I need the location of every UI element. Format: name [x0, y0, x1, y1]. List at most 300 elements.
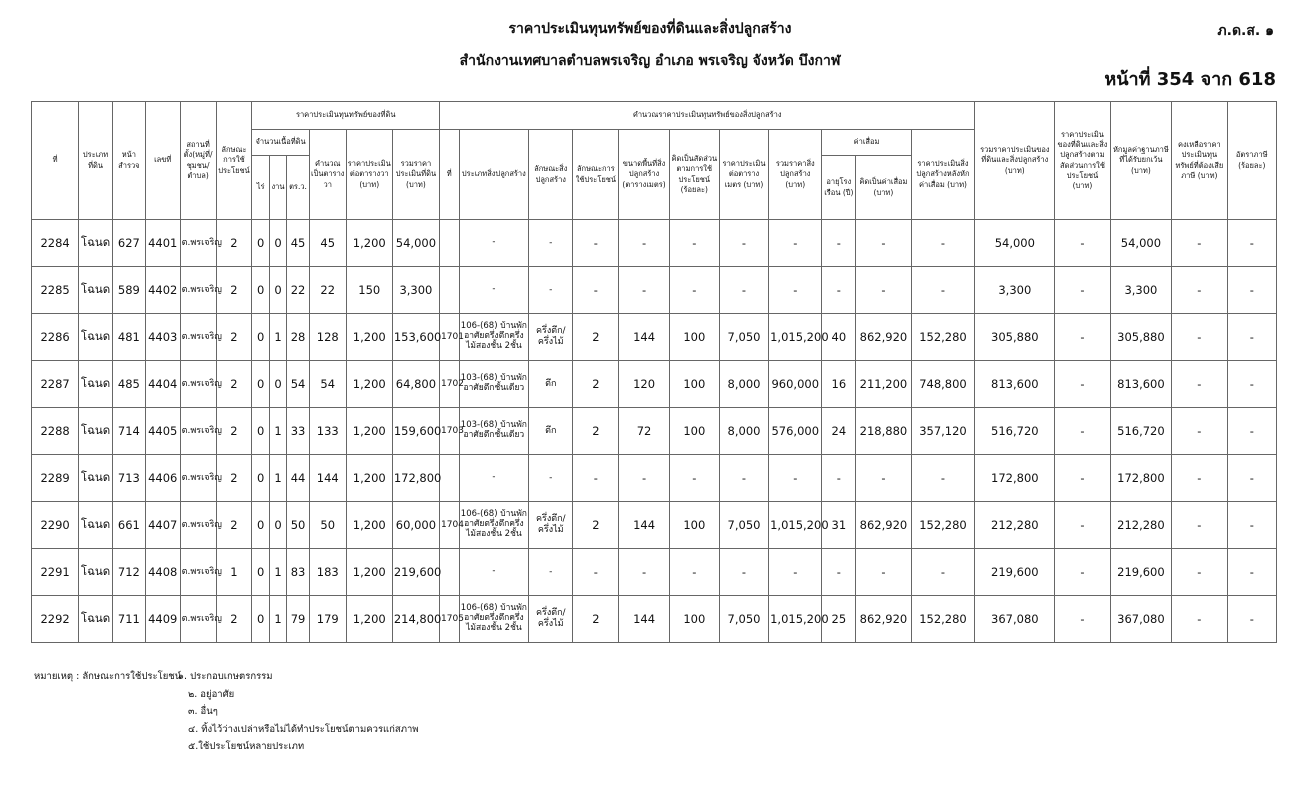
cell-tax-rate: -	[1227, 502, 1276, 549]
cell-total: 813,600	[975, 361, 1055, 408]
cell-ratio-value: -	[1055, 502, 1110, 549]
cell-sq-wa: 133	[309, 408, 346, 455]
cell-remaining: -	[1172, 408, 1227, 455]
cell-building-age: 16	[822, 361, 856, 408]
cell-depreciation: 211,200	[856, 361, 911, 408]
cell-ratio-value: -	[1055, 408, 1110, 455]
cell-tax-rate: -	[1227, 596, 1276, 643]
cell-building-total: 960,000	[769, 361, 822, 408]
col-building-price: ราคาประเมินต่อตารางเมตร (บาท)	[719, 130, 768, 220]
cell-building-ratio: 100	[669, 361, 719, 408]
cell-usage: 2	[216, 596, 252, 643]
cell-land-no: 4403	[145, 314, 180, 361]
table-row	[32, 502, 1277, 549]
cell-building-after-dep: -	[911, 549, 975, 596]
cell-land-no: 4404	[145, 361, 180, 408]
cell-land-type: โฉนด	[79, 408, 113, 455]
col-land-price: ราคาประเมินต่อตารางวา (บาท)	[346, 130, 392, 220]
cell-deduct: 219,600	[1110, 549, 1172, 596]
cell-building-after-dep: -	[911, 220, 975, 267]
cell-ratio-value: -	[1055, 314, 1110, 361]
table-body	[32, 220, 1277, 643]
cell-sq-wa: 50	[309, 502, 346, 549]
cell-ngan: 1	[269, 549, 286, 596]
cell-building-style: ครึ่งตึก/ครึ่งไม้	[529, 314, 573, 361]
cell-deduct: 212,280	[1110, 502, 1172, 549]
col-building-no: ที่	[440, 130, 459, 220]
cell-building-type: 106-(68) บ้านพักอาศัยตรึ่งตึกครึ่งไม้สองชั้น 2ชั้น	[459, 596, 529, 643]
cell-rai: 0	[252, 361, 269, 408]
table-row	[32, 408, 1277, 455]
cell-ngan: 1	[269, 596, 286, 643]
cell-building-after-dep: 357,120	[911, 408, 975, 455]
cell-location: ต.พรเจริญ	[180, 267, 216, 314]
cell-land-type: โฉนด	[79, 502, 113, 549]
cell-land-type: โฉนด	[79, 361, 113, 408]
cell-land-price: 1,200	[346, 502, 392, 549]
cell-building-no	[440, 220, 459, 267]
cell-survey-page: 714	[112, 408, 145, 455]
cell-building-area: 144	[619, 596, 669, 643]
cell-building-total: 1,015,200	[769, 502, 822, 549]
cell-land-total: 172,800	[392, 455, 439, 502]
cell-location: ต.พรเจริญ	[180, 549, 216, 596]
cell-building-price: 7,050	[719, 596, 768, 643]
cell-building-type: -	[459, 455, 529, 502]
cell-survey-page: 661	[112, 502, 145, 549]
cell-survey-page: 711	[112, 596, 145, 643]
cell-building-usage: -	[573, 267, 619, 314]
cell-land-total: 214,800	[392, 596, 439, 643]
col-building-total: รวมราคาสิ่งปลูกสร้าง (บาท)	[769, 130, 822, 220]
cell-remaining: -	[1172, 455, 1227, 502]
cell-building-total: -	[769, 455, 822, 502]
cell-building-no: 1702	[440, 361, 459, 408]
cell-rai: 0	[252, 549, 269, 596]
cell-building-type: 106-(68) บ้านพักอาศัยตรึ่งตึกครึ่งไม้สองชั้น 2ชั้น	[459, 502, 529, 549]
group-depreciation: ค่าเสื่อม	[822, 130, 911, 156]
cell-remaining: -	[1172, 596, 1227, 643]
cell-no: 2284	[32, 220, 79, 267]
form-code: ภ.ด.ส. ๑	[1217, 23, 1274, 39]
cell-building-ratio: 100	[669, 596, 719, 643]
cell-ratio-value: -	[1055, 549, 1110, 596]
col-remaining: คงเหลือราคาประเมินทุนทรัพย์ที่ต้องเสียภาษี (บาท)	[1172, 102, 1227, 220]
cell-building-age: 25	[822, 596, 856, 643]
cell-tax-rate: -	[1227, 455, 1276, 502]
cell-land-price: 1,200	[346, 596, 392, 643]
col-no: ที่	[32, 102, 79, 220]
cell-building-usage: 2	[573, 502, 619, 549]
cell-building-area: -	[619, 455, 669, 502]
table-row	[32, 220, 1277, 267]
cell-depreciation: -	[856, 455, 911, 502]
cell-wa: 28	[287, 314, 310, 361]
cell-land-total: 219,600	[392, 549, 439, 596]
cell-land-total: 153,600	[392, 314, 439, 361]
cell-no: 2287	[32, 361, 79, 408]
cell-tax-rate: -	[1227, 267, 1276, 314]
col-depreciation: คิดเป็นค่าเสื่อม (บาท)	[856, 156, 911, 220]
cell-land-type: โฉนด	[79, 549, 113, 596]
cell-ngan: 0	[269, 502, 286, 549]
cell-wa: 33	[287, 408, 310, 455]
cell-remaining: -	[1172, 361, 1227, 408]
cell-rai: 0	[252, 314, 269, 361]
cell-building-style: -	[529, 267, 573, 314]
cell-total: 219,600	[975, 549, 1055, 596]
cell-deduct: 172,800	[1110, 455, 1172, 502]
cell-building-age: -	[822, 220, 856, 267]
cell-building-area: -	[619, 267, 669, 314]
cell-building-age: -	[822, 549, 856, 596]
cell-sq-wa: 54	[309, 361, 346, 408]
cell-building-ratio: -	[669, 267, 719, 314]
cell-ratio-value: -	[1055, 455, 1110, 502]
cell-land-total: 159,600	[392, 408, 439, 455]
cell-building-price: 8,000	[719, 408, 768, 455]
cell-tax-rate: -	[1227, 314, 1276, 361]
cell-land-total: 3,300	[392, 267, 439, 314]
table-row	[32, 455, 1277, 502]
col-building-after-dep: ราคาประเมินสิ่งปลูกสร้างหลังหักค่าเสื่อม (บาท)	[911, 130, 975, 220]
cell-usage: 2	[216, 408, 252, 455]
cell-ratio-value: -	[1055, 361, 1110, 408]
cell-wa: 50	[287, 502, 310, 549]
col-building-style: ลักษณะสิ่งปลูกสร้าง	[529, 130, 573, 220]
cell-land-no: 4407	[145, 502, 180, 549]
cell-land-no: 4401	[145, 220, 180, 267]
cell-land-no: 4402	[145, 267, 180, 314]
cell-building-total: 1,015,200	[769, 596, 822, 643]
cell-no: 2291	[32, 549, 79, 596]
cell-building-type: 103-(68) บ้านพักอาศัยตึกชั้นเดียว	[459, 361, 529, 408]
cell-land-no: 4409	[145, 596, 180, 643]
cell-building-price: 7,050	[719, 502, 768, 549]
cell-land-type: โฉนด	[79, 455, 113, 502]
cell-building-total: -	[769, 549, 822, 596]
col-location: สถานที่ตั้ง(หมู่ที่/ชุมชน/ตำบล)	[180, 102, 216, 220]
cell-building-no	[440, 549, 459, 596]
cell-land-no: 4406	[145, 455, 180, 502]
usage-legend-item: ๑. ประกอบเกษตรกรรม	[178, 671, 273, 682]
cell-land-price: 1,200	[346, 408, 392, 455]
cell-land-price: 1,200	[346, 361, 392, 408]
cell-building-total: 1,015,200	[769, 314, 822, 361]
cell-location: ต.พรเจริญ	[180, 596, 216, 643]
cell-building-type: -	[459, 549, 529, 596]
cell-land-price: 1,200	[346, 549, 392, 596]
cell-building-after-dep: 152,280	[911, 596, 975, 643]
cell-building-type: 103-(68) บ้านพักอาศัยตึกชั้นเดียว	[459, 408, 529, 455]
report-title: ราคาประเมินทุนทรัพย์ของที่ดินและสิ่งปลูกสร้าง	[508, 21, 792, 37]
footnote-label: หมายเหตุ : ลักษณะการใช้ประโยชน์	[34, 671, 182, 682]
col-building-area: ขนาดพื้นที่สิ่งปลูกสร้าง (ตารางเมตร)	[619, 130, 669, 220]
cell-ngan: 1	[269, 314, 286, 361]
col-building-type: ประเภทสิ่งปลูกสร้าง	[459, 130, 529, 220]
office-name: สำนักงานเทศบาลตำบลพรเจริญ อำเภอ พรเจริญ จังหวัด บึงกาฬ	[459, 53, 841, 69]
cell-ratio-value: -	[1055, 267, 1110, 314]
cell-building-style: -	[529, 549, 573, 596]
cell-building-area: 144	[619, 314, 669, 361]
cell-rai: 0	[252, 455, 269, 502]
cell-tax-rate: -	[1227, 408, 1276, 455]
cell-remaining: -	[1172, 220, 1227, 267]
cell-land-price: 1,200	[346, 220, 392, 267]
cell-building-ratio: 100	[669, 502, 719, 549]
col-usage: ลักษณะการใช้ประโยชน์	[216, 102, 252, 220]
table-row	[32, 267, 1277, 314]
cell-location: ต.พรเจริญ	[180, 408, 216, 455]
cell-depreciation: 862,920	[856, 314, 911, 361]
cell-no: 2285	[32, 267, 79, 314]
assessment-table	[31, 101, 1277, 643]
col-total: รวมราคาประเมินของที่ดินและสิ่งปลูกสร้าง (บาท)	[975, 102, 1055, 220]
table-row	[32, 361, 1277, 408]
cell-building-type: 106-(68) บ้านพักอาศัยตรึ่งตึกครึ่งไม้สองชั้น 2ชั้น	[459, 314, 529, 361]
cell-ratio-value: -	[1055, 220, 1110, 267]
col-deduct: หักมูลค่าฐานภาษีที่ได้รับยกเว้น (บาท)	[1110, 102, 1172, 220]
cell-building-area: 120	[619, 361, 669, 408]
cell-building-no: 1701	[440, 314, 459, 361]
cell-deduct: 54,000	[1110, 220, 1172, 267]
cell-building-after-dep: 748,800	[911, 361, 975, 408]
cell-remaining: -	[1172, 549, 1227, 596]
cell-depreciation: 862,920	[856, 502, 911, 549]
cell-deduct: 516,720	[1110, 408, 1172, 455]
cell-depreciation: -	[856, 549, 911, 596]
col-survey-page: หน้าสำรวจ	[112, 102, 145, 220]
cell-land-type: โฉนด	[79, 220, 113, 267]
cell-building-ratio: -	[669, 455, 719, 502]
cell-building-after-dep: -	[911, 267, 975, 314]
cell-building-area: -	[619, 549, 669, 596]
group-building-value: คำนวณราคาประเมินทุนทรัพย์ของสิ่งปลูกสร้าง	[440, 102, 975, 130]
cell-building-age: -	[822, 267, 856, 314]
usage-legend	[170, 668, 419, 756]
cell-survey-page: 589	[112, 267, 145, 314]
cell-tax-rate: -	[1227, 549, 1276, 596]
cell-building-age: 40	[822, 314, 856, 361]
cell-building-after-dep: 152,280	[911, 314, 975, 361]
cell-sq-wa: 183	[309, 549, 346, 596]
cell-no: 2292	[32, 596, 79, 643]
cell-remaining: -	[1172, 502, 1227, 549]
cell-wa: 79	[287, 596, 310, 643]
cell-land-price: 1,200	[346, 455, 392, 502]
cell-sq-wa: 128	[309, 314, 346, 361]
cell-usage: 2	[216, 267, 252, 314]
cell-building-ratio: -	[669, 220, 719, 267]
cell-building-area: 72	[619, 408, 669, 455]
cell-building-ratio: -	[669, 549, 719, 596]
cell-usage: 2	[216, 314, 252, 361]
cell-usage: 2	[216, 455, 252, 502]
table-row	[32, 596, 1277, 643]
cell-total: 367,080	[975, 596, 1055, 643]
cell-depreciation: -	[856, 267, 911, 314]
cell-survey-page: 627	[112, 220, 145, 267]
cell-depreciation: -	[856, 220, 911, 267]
cell-remaining: -	[1172, 267, 1227, 314]
cell-deduct: 3,300	[1110, 267, 1172, 314]
cell-total: 54,000	[975, 220, 1055, 267]
cell-building-style: -	[529, 455, 573, 502]
cell-land-type: โฉนด	[79, 596, 113, 643]
col-building-ratio: คิดเป็นสัดส่วนตามการใช้ประโยชน์ (ร้อยละ)	[669, 130, 719, 220]
cell-building-after-dep: -	[911, 455, 975, 502]
cell-building-after-dep: 152,280	[911, 502, 975, 549]
cell-tax-rate: -	[1227, 361, 1276, 408]
cell-building-price: 8,000	[719, 361, 768, 408]
cell-survey-page: 713	[112, 455, 145, 502]
cell-ngan: 0	[269, 220, 286, 267]
cell-deduct: 813,600	[1110, 361, 1172, 408]
cell-ngan: 0	[269, 267, 286, 314]
cell-land-total: 60,000	[392, 502, 439, 549]
cell-deduct: 305,880	[1110, 314, 1172, 361]
cell-building-total: -	[769, 267, 822, 314]
cell-ratio-value: -	[1055, 596, 1110, 643]
cell-wa: 54	[287, 361, 310, 408]
cell-total: 212,280	[975, 502, 1055, 549]
cell-rai: 0	[252, 596, 269, 643]
page-number: หน้าที่ 354 จาก 618	[1104, 69, 1276, 90]
cell-building-no: 1703	[440, 408, 459, 455]
cell-building-area: 144	[619, 502, 669, 549]
cell-sq-wa: 144	[309, 455, 346, 502]
cell-survey-page: 485	[112, 361, 145, 408]
col-ngan: งาน	[269, 156, 286, 220]
cell-building-style: ครึ่งตึก/ครึ่งไม้	[529, 502, 573, 549]
cell-building-no	[440, 267, 459, 314]
table-row	[32, 549, 1277, 596]
cell-wa: 22	[287, 267, 310, 314]
cell-building-price: -	[719, 220, 768, 267]
col-building-age: อายุโรงเรือน (ปี)	[822, 156, 856, 220]
col-land-type: ประเภทที่ดิน	[79, 102, 113, 220]
usage-legend-item: ๒. อยู่อาศัย	[188, 688, 235, 700]
cell-ngan: 0	[269, 361, 286, 408]
cell-ngan: 1	[269, 408, 286, 455]
cell-location: ต.พรเจริญ	[180, 314, 216, 361]
cell-building-usage: 2	[573, 314, 619, 361]
cell-sq-wa: 22	[309, 267, 346, 314]
cell-rai: 0	[252, 502, 269, 549]
cell-no: 2290	[32, 502, 79, 549]
cell-building-age: 24	[822, 408, 856, 455]
cell-usage: 2	[216, 361, 252, 408]
cell-building-area: -	[619, 220, 669, 267]
cell-location: ต.พรเจริญ	[180, 220, 216, 267]
cell-building-type: -	[459, 267, 529, 314]
cell-survey-page: 712	[112, 549, 145, 596]
cell-land-total: 64,800	[392, 361, 439, 408]
cell-total: 305,880	[975, 314, 1055, 361]
cell-wa: 45	[287, 220, 310, 267]
cell-land-price: 150	[346, 267, 392, 314]
cell-total: 516,720	[975, 408, 1055, 455]
cell-building-no: 1705	[440, 596, 459, 643]
cell-building-age: 31	[822, 502, 856, 549]
cell-land-no: 4408	[145, 549, 180, 596]
col-sq-wa: คำนวณเป็นตารางวา	[309, 130, 346, 220]
col-wa: ตร.ว.	[287, 156, 310, 220]
cell-building-usage: 2	[573, 361, 619, 408]
cell-building-total: 576,000	[769, 408, 822, 455]
cell-building-price: -	[719, 267, 768, 314]
col-land-no: เลขที่	[145, 102, 180, 220]
cell-building-ratio: 100	[669, 314, 719, 361]
cell-building-usage: 2	[573, 596, 619, 643]
cell-land-total: 54,000	[392, 220, 439, 267]
col-tax-rate: อัตราภาษี (ร้อยละ)	[1227, 102, 1276, 220]
col-ratio-value: ราคาประเมินของที่ดินและสิ่งปลูกสร้างตามสัดส่วนการใช้ประโยชน์ (บาท)	[1055, 102, 1110, 220]
cell-building-style: ครึ่งตึก/ครึ่งไม้	[529, 596, 573, 643]
usage-legend-item: ๔. ทิ้งไว้ว่างเปล่าหรือไม่ได้ทำประโยชน์ตามควรแก่สภาพ	[188, 723, 419, 735]
usage-legend-item: ๕.ใช้ประโยชน์หลายประเภท	[188, 741, 305, 752]
cell-sq-wa: 45	[309, 220, 346, 267]
cell-building-price: 7,050	[719, 314, 768, 361]
cell-wa: 44	[287, 455, 310, 502]
cell-building-no: 1704	[440, 502, 459, 549]
cell-depreciation: 218,880	[856, 408, 911, 455]
cell-no: 2288	[32, 408, 79, 455]
cell-building-age: -	[822, 455, 856, 502]
cell-ngan: 1	[269, 455, 286, 502]
group-area: จำนวนเนื้อที่ดิน	[252, 130, 309, 156]
cell-usage: 1	[216, 549, 252, 596]
cell-location: ต.พรเจริญ	[180, 361, 216, 408]
cell-usage: 2	[216, 220, 252, 267]
cell-deduct: 367,080	[1110, 596, 1172, 643]
col-building-usage: ลักษณะการใช้ประโยชน์	[573, 130, 619, 220]
cell-land-type: โฉนด	[79, 314, 113, 361]
cell-building-ratio: 100	[669, 408, 719, 455]
cell-location: ต.พรเจริญ	[180, 455, 216, 502]
cell-land-price: 1,200	[346, 314, 392, 361]
cell-location: ต.พรเจริญ	[180, 502, 216, 549]
cell-building-usage: -	[573, 220, 619, 267]
cell-survey-page: 481	[112, 314, 145, 361]
cell-building-no	[440, 455, 459, 502]
cell-total: 172,800	[975, 455, 1055, 502]
cell-tax-rate: -	[1227, 220, 1276, 267]
cell-sq-wa: 179	[309, 596, 346, 643]
col-rai: ไร่	[252, 156, 269, 220]
cell-total: 3,300	[975, 267, 1055, 314]
cell-building-style: -	[529, 220, 573, 267]
cell-remaining: -	[1172, 314, 1227, 361]
cell-rai: 0	[252, 408, 269, 455]
group-land-value: ราคาประเมินทุนทรัพย์ของที่ดิน	[252, 102, 440, 130]
usage-legend-item: ๓. อื่นๆ	[188, 706, 218, 717]
cell-depreciation: 862,920	[856, 596, 911, 643]
cell-building-usage: 2	[573, 408, 619, 455]
cell-rai: 0	[252, 267, 269, 314]
cell-wa: 83	[287, 549, 310, 596]
cell-building-price: -	[719, 549, 768, 596]
cell-building-style: ตึก	[529, 361, 573, 408]
table-row	[32, 314, 1277, 361]
cell-building-style: ตึก	[529, 408, 573, 455]
cell-land-no: 4405	[145, 408, 180, 455]
cell-land-type: โฉนด	[79, 267, 113, 314]
cell-rai: 0	[252, 220, 269, 267]
cell-building-usage: -	[573, 455, 619, 502]
cell-building-type: -	[459, 220, 529, 267]
cell-building-total: -	[769, 220, 822, 267]
